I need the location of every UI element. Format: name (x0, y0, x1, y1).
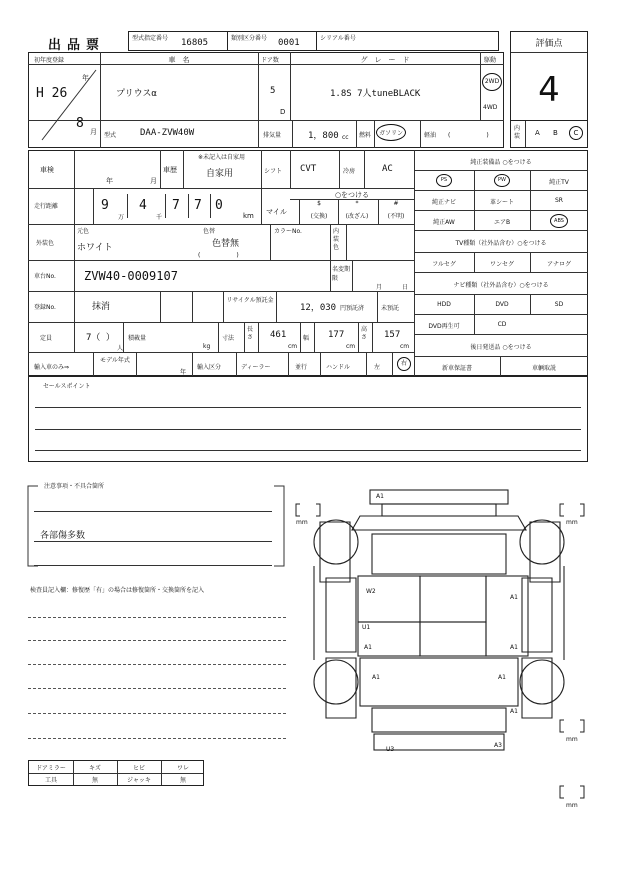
man-unit: 万 (118, 214, 125, 221)
inspection-label: 車検 (40, 166, 54, 174)
tv-one: ワンセグ (489, 261, 514, 268)
tamper-symbol: * (355, 200, 359, 207)
format-no-label: 型式指定番号 (132, 35, 169, 42)
interior-color-label: 内装色 (333, 228, 340, 251)
mm-label-1: mm (296, 519, 308, 526)
shift-label: シフト (264, 168, 283, 175)
tv-analog: アナログ (546, 261, 571, 268)
damage-mark-rear-corner: A3 (494, 742, 502, 749)
registration-label: 登録No. (34, 304, 56, 311)
mileage-digit-4: 7 (194, 198, 202, 213)
serial-no-label: シリアル番号 (320, 35, 356, 42)
color-no-label: カラーNo. (274, 228, 302, 235)
damage-mark-left-front-door: A1 (364, 644, 372, 651)
sen-unit: 千 (156, 214, 163, 221)
category-no-value: 0001 (278, 38, 300, 48)
format-no-value: 16805 (181, 38, 209, 48)
unknown-label: (不明) (387, 213, 405, 220)
damage-mark-right-quarter: A1 (510, 708, 518, 715)
navi-sd: SD (554, 301, 564, 308)
displacement-value: 1，800 (308, 131, 339, 141)
legend-header-1: ドアミラー (36, 765, 66, 772)
category-no-label: 類別区分番号 (231, 35, 268, 42)
orig-color-value: ホワイト (77, 243, 113, 253)
later-warranty: 新車保証書 (441, 365, 472, 372)
import-type-label: 輸入区分 (197, 364, 222, 371)
equip-leather: 革シート (489, 199, 514, 206)
category-no-box (227, 31, 317, 51)
equip-ps: PS (436, 174, 452, 187)
month-unit: 月 (90, 128, 97, 136)
fuel-gasoline: ガソリン (376, 124, 406, 141)
height-label: 高さ (361, 326, 368, 341)
repaint-label: 色替 (203, 228, 216, 235)
equipment-title: 純正装備品 ○をつける (470, 159, 532, 166)
import-dealer: ディーラー (241, 364, 271, 371)
person-unit: 人 (117, 345, 124, 352)
mileage-digit-2: 4 (139, 198, 147, 213)
equip-navi: 純正ナビ (431, 199, 456, 206)
recycle-label: リサイクル預託金 (226, 297, 274, 304)
navi-dvd: DVD (495, 301, 509, 308)
legend-header-4: ワレ (176, 765, 189, 772)
legend-value-1: 工具 (44, 777, 57, 784)
interior-label: 内装 (514, 125, 521, 140)
length-unit: cm (288, 343, 298, 350)
first-reg-label: 初年度登録 (34, 57, 65, 64)
height-unit: cm (400, 343, 410, 350)
damage-mark-right-door: A1 (510, 644, 518, 651)
mm-label-4: mm (566, 802, 578, 809)
shift-value: CVT (300, 164, 317, 174)
damage-mark-right-fender: A1 (510, 594, 518, 601)
year-unit: 年 (82, 74, 89, 82)
doors-label: ドア数 (261, 57, 279, 64)
form-title: 出品票 (48, 38, 106, 53)
equip-abs: ABS (550, 214, 568, 228)
displacement-label: 排気量 (263, 132, 282, 139)
rating-label: 評価点 (535, 39, 563, 49)
drive-4wd: 4WD (483, 104, 498, 111)
damage-mark-right-rear-door: A1 (498, 674, 506, 681)
import-parallel: 並行 (295, 364, 308, 371)
doors-value: 5 (270, 86, 276, 96)
insp-year-unit: 年 (106, 177, 113, 185)
width-unit: cm (346, 343, 356, 350)
equip-aw: 純正AW (433, 219, 455, 226)
recycle-unpaid-label: 未預託 (381, 305, 400, 312)
cooler-value: AC (382, 164, 393, 174)
later-items-title: 後日発送品 ○をつける (470, 344, 532, 351)
drive-2wd: 2WD (482, 73, 502, 91)
later-manual: 車輌取説 (531, 365, 556, 372)
drive-label: 駆動 (484, 57, 497, 64)
capacity-label: 定員 (40, 335, 53, 342)
legend-header-3: ヒビ (132, 765, 145, 772)
fuel-label: 燃料 (359, 132, 372, 139)
kg-unit: kg (203, 343, 211, 350)
exchange-label: (交換) (310, 213, 328, 220)
notes-label: 注意事項・不具合箇所 (44, 483, 105, 490)
model-year-unit: 年 (180, 369, 187, 376)
first-reg-era: H 26 (36, 86, 68, 101)
door-suffix: D (280, 108, 286, 116)
mileage-label: 走行距離 (34, 203, 59, 210)
tv-type-title: TV種類（社外品含む）○をつける (455, 240, 547, 247)
model-value: DAA-ZVW40W (140, 128, 195, 138)
unknown-symbol: # (393, 200, 399, 207)
name-change-label: 名変期限 (332, 266, 351, 282)
history-label: 車歴 (163, 166, 177, 174)
handle-label: ハンドル (326, 364, 351, 371)
registration-value: 抹消 (92, 302, 111, 312)
capacity-value: 7（ ） (86, 333, 115, 343)
interior-a: A (535, 129, 540, 137)
name-change-month: 月 (376, 284, 383, 291)
damage-mark-roof: U1 (362, 624, 371, 631)
interior-box (510, 120, 588, 148)
chassis-label: 車台No. (34, 273, 56, 280)
handle-right: 右 (397, 357, 411, 371)
legend-header-2: キズ (89, 765, 101, 772)
equip-sr: SR (555, 197, 563, 204)
width-label: 幅 (303, 335, 310, 342)
exterior-label: 外装色 (36, 240, 55, 247)
mile-label: マイル (266, 208, 287, 216)
sales-points-label: セールスポイント (43, 383, 91, 390)
load-label: 積載量 (128, 335, 147, 342)
cooler-label: 冷房 (343, 168, 356, 175)
import-label: 輸入車のみ⇒ (34, 364, 70, 371)
navi-hdd: HDD (437, 301, 451, 308)
tv-full: フルセグ (432, 261, 456, 268)
legend-value-4: 無 (179, 777, 186, 784)
diesel-label: 軽油 (424, 132, 437, 139)
exchange-symbol: $ (317, 200, 321, 207)
legend-table (28, 760, 204, 786)
history-note: ※未記入は自家用 (198, 154, 246, 161)
model-year-label: モデル年式 (100, 357, 130, 364)
recycle-paid-label: 円預託済 (340, 305, 365, 312)
notes-text: 各部傷多数 (40, 531, 86, 541)
first-reg-month: 8 (76, 116, 84, 131)
interior-c: C (569, 126, 583, 140)
handle-left: 左 (374, 364, 381, 371)
equip-pw: PW (494, 174, 510, 187)
model-label: 型式 (104, 132, 117, 139)
mm-label-3: mm (566, 736, 578, 743)
rating-value: 4 (538, 70, 560, 110)
legend-value-2: 無 (91, 777, 98, 784)
reg-diagonal (36, 66, 100, 146)
format-no-box (128, 31, 228, 51)
insp-month-unit: 月 (150, 177, 157, 185)
car-name-value: プリウスα (116, 89, 157, 99)
dims-label: 寸法 (222, 335, 235, 342)
history-value: 自家用 (206, 169, 234, 179)
width-value: 177 (328, 330, 345, 340)
car-damage-diagram (290, 482, 590, 812)
tamper-label: (改ざん) (345, 213, 369, 220)
height-value: 157 (384, 330, 401, 340)
navi-cd: CD (497, 321, 507, 328)
equip-airbag: エアB (493, 219, 511, 226)
mileage-digit-1: 9 (101, 198, 109, 213)
navi-type-title: ナビ種類（社外品含む）○をつける (453, 282, 549, 289)
navi-dvd-play: DVD再生可 (428, 323, 460, 330)
mileage-digit-5: 0 (215, 198, 223, 213)
mark-label: ○をつける (334, 191, 370, 199)
length-value: 461 (270, 330, 287, 340)
grade-label: グ レ ー ド (360, 56, 410, 64)
legend-value-3: ジャッキ (127, 777, 151, 784)
repaint-value: 色替無 (212, 239, 240, 249)
km-unit: km (243, 212, 254, 220)
chassis-value: ZVW40-0009107 (84, 269, 178, 283)
damage-mark-left-rear: A1 (372, 674, 380, 681)
damage-mark-bumper-front: A1 (376, 493, 384, 500)
car-name-label: 車 名 (168, 56, 190, 64)
sales-points-box (28, 376, 588, 462)
serial-no-box (316, 31, 499, 51)
damage-mark-rear-bumper: U3 (386, 746, 395, 753)
damage-mark-windshield: W2 (366, 588, 376, 595)
orig-color-label: 元色 (77, 228, 90, 235)
mileage-digit-3: 7 (172, 198, 180, 213)
interior-b: B (553, 129, 558, 137)
length-label: 長さ (247, 326, 254, 341)
cc-unit: cc (342, 134, 349, 141)
name-change-day: 日 (402, 284, 409, 291)
inspector-label: 検査員記入欄：修復歴「有」の場合は修復箇所・交換箇所を記入 (30, 587, 205, 594)
grade-value: 1.8S 7人tuneBLACK (330, 89, 421, 99)
mm-label-2: mm (566, 519, 578, 526)
equip-tv: 純正TV (549, 179, 569, 186)
recycle-amount: 12，030 (300, 303, 337, 313)
